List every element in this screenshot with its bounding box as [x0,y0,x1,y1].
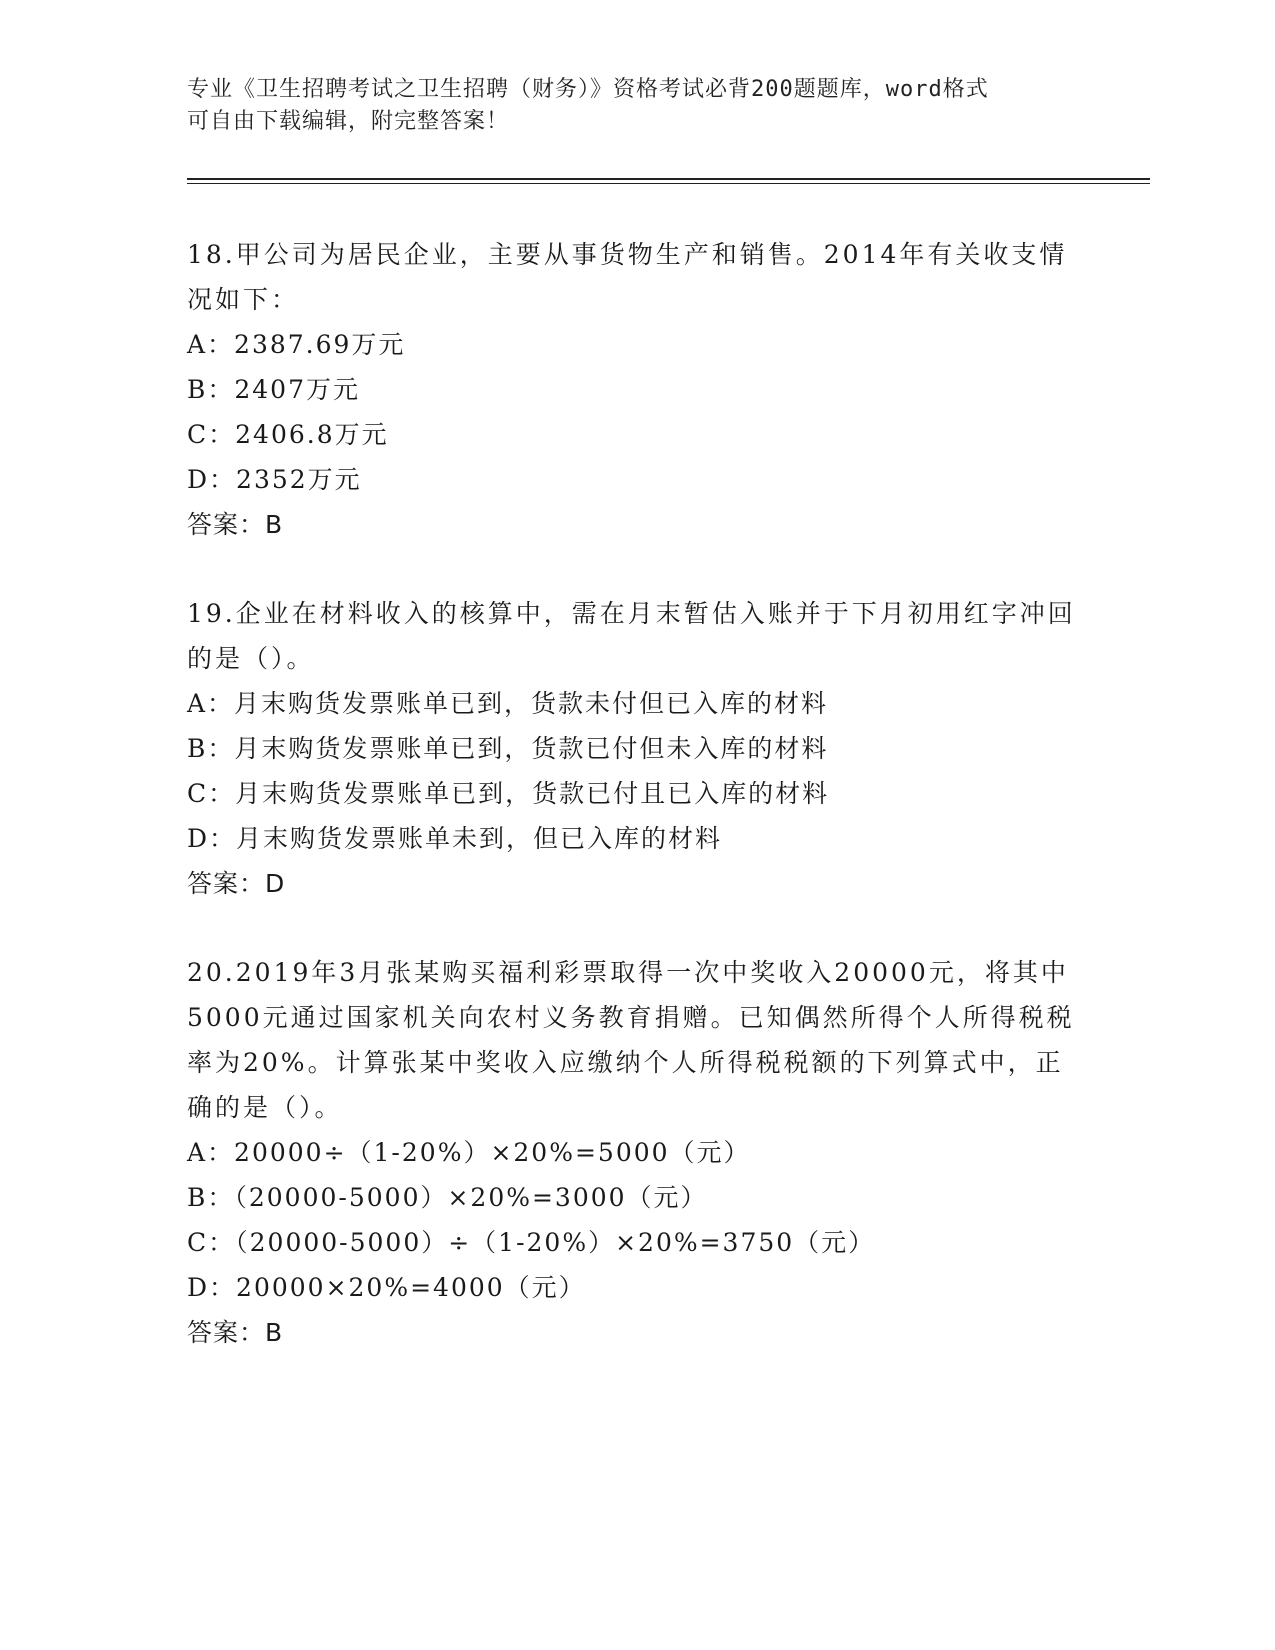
question-20 [187,950,1087,1355]
question-19 [187,591,1087,906]
option-b: B：（20000-5000）×20%=3000（元） [187,1183,708,1212]
option-d: D：2352万元 [187,465,362,494]
answer-line: 答案：B [187,1318,284,1347]
question-18 [187,232,1087,547]
question-list [187,232,1087,1399]
question-stem: 18.甲公司为居民企业，主要从事货物生产和销售。2014年有关收支情况如下： [187,240,1068,314]
answer-line: 答案：B [187,510,284,539]
option-c: C：2406.8万元 [187,420,389,449]
option-a: A：2387.69万元 [187,330,406,359]
header-line-2: 可自由下载编辑，附完整答案！ [187,109,510,134]
answer-line: 答案：D [187,869,286,898]
question-stem: 19.企业在材料收入的核算中，需在月末暂估入账并于下月初用红字冲回的是（）。 [187,599,1076,673]
document-header [187,74,1087,138]
header-divider-thick [187,178,1150,180]
option-c: C：（20000-5000）÷（1-20%）×20%=3750（元） [187,1228,876,1257]
option-c: C：月末购货发票账单已到，货款已付且已入库的材料 [187,779,830,808]
header-divider-thin [187,183,1150,184]
question-stem: 20.2019年3月张某购买福利彩票取得一次中奖收入20000元，将其中5000元通过国家机关向农村义务教育捐赠。已知偶然所得个人所得税税率为20%。计算张某中奖收入应缴纳个人所得税税额的下列算式中，正确的是（）。 [187,958,1075,1122]
option-a: A：20000÷（1-20%）×20%=5000（元） [187,1138,751,1167]
option-d: D：月末购货发票账单未到，但已入库的材料 [187,824,723,853]
option-b: B：2407万元 [187,375,360,404]
option-d: D：20000×20%=4000（元） [187,1273,586,1302]
header-line-1: 专业《卫生招聘考试之卫生招聘（财务）》资格考试必背200题题库，word格式 [187,77,989,102]
option-b: B：月末购货发票账单已到，货款已付但未入库的材料 [187,734,829,763]
option-a: A：月末购货发票账单已到，货款未付但已入库的材料 [187,689,829,718]
